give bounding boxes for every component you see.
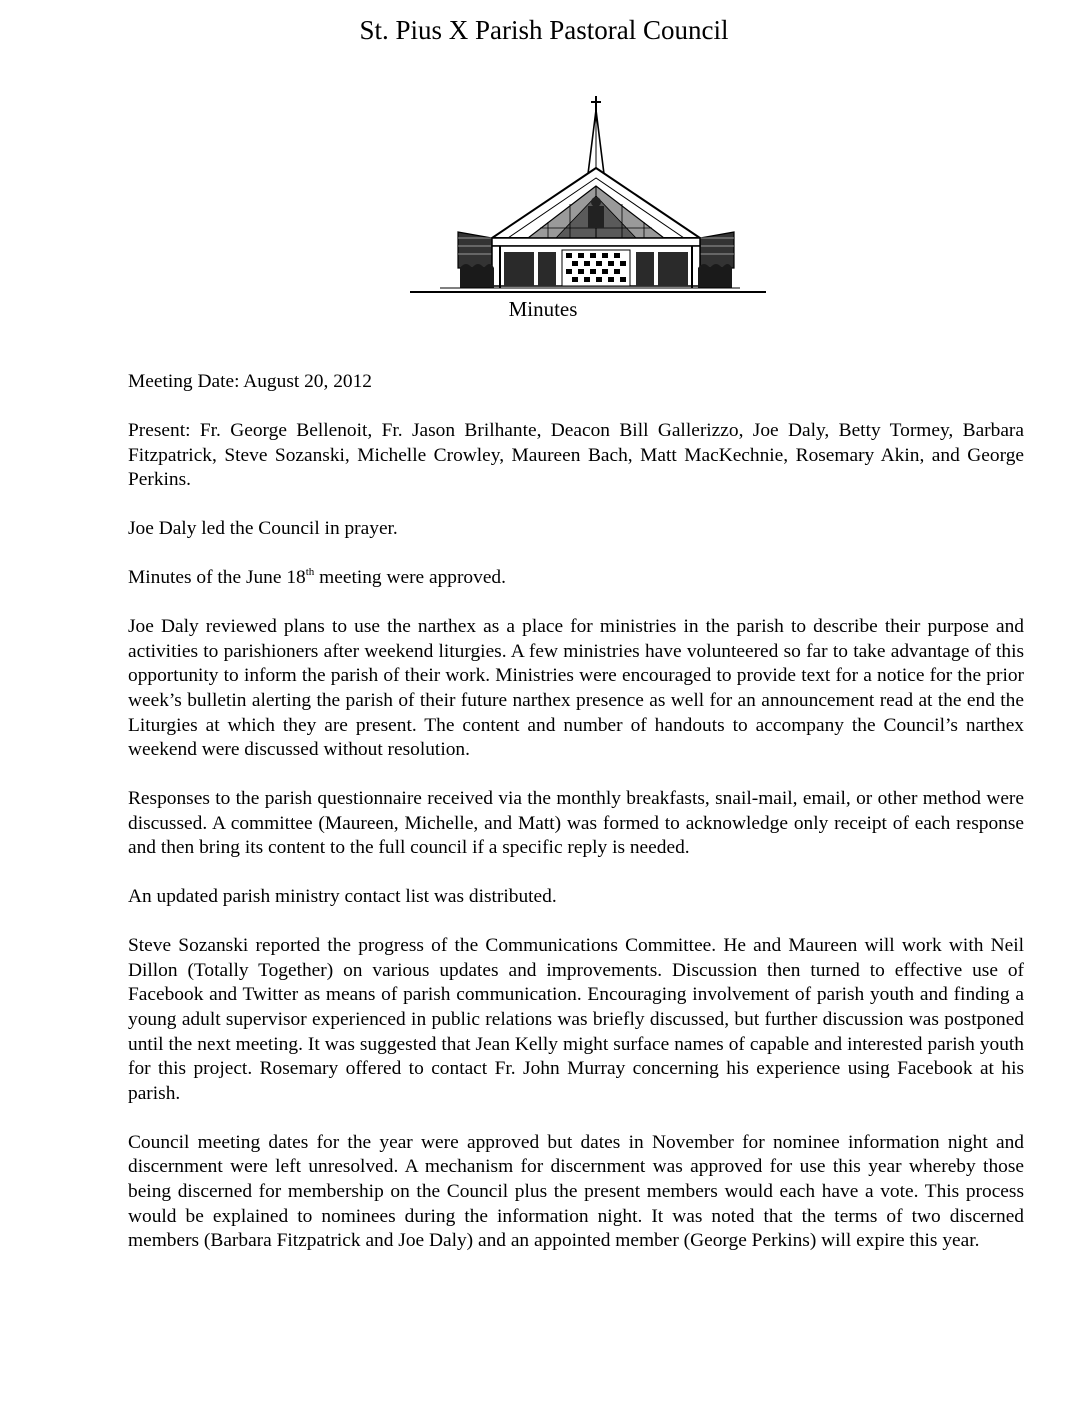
- church-logo: [410, 92, 770, 298]
- minutes-body: [128, 370, 1024, 1278]
- questionnaire-paragraph: Responses to the parish questionnaire received via the monthly breakfasts, snail-mail, email, or other method were discussed. A committee (Maureen, Michelle, and Matt) was formed to acknowledge only receipt of each response and then bring its content to the full council if a specific reply is needed.: [128, 788, 1024, 859]
- meeting-dates-paragraph: Council meeting dates for the year were approved but dates in November for nominee information night and discernment were left unresolved. A mechanism for discernment was approved for use this year whereby those being discerned for membership on the Council plus the present members would each have a vote. This process would be explained to nominees during the information night. It was noted that the terms of two discerned members (Barbara Fitzpatrick and Joe Daly) and an appointed member (George Perkins) will expire this year.: [128, 1131, 1024, 1252]
- attendees-paragraph: Present: Fr. George Bellenoit, Fr. Jason Brilhante, Deacon Bill Gallerizzo, Joe Daly, Betty Tormey, Barbara Fitzpatrick, Steve Sozanski, Michelle Crowley, Maureen Bach, Matt MacKechnie, Rosemary Akin, and George Perkins.: [128, 419, 1024, 491]
- prayer-paragraph: Joe Daly led the Council in prayer.: [128, 518, 398, 540]
- minutes-approval-text-end: meeting were approved.: [314, 567, 506, 589]
- ordinal-suffix: th: [305, 566, 315, 579]
- communications-paragraph: Steve Sozanski reported the progress of the Communications Committee. He and Maureen will work with Neil Dillon (Totally Together) on various updates and improvements. Discussion then turned to effective use of Facebook and Twitter as means of parish communication. Encouraging involvement of parish youth and finding a young adult supervisor experienced in public relations was briefly discussed, but further discussion was postponed until the next meeting. It was suggested that Jean Kelly might surface names of capable and interested parish youth for this project. Rosemary offered to contact Fr. John Murray concerning his experience using Facebook at his parish.: [128, 935, 1024, 1104]
- meeting-date: Meeting Date: August 20, 2012: [128, 371, 372, 392]
- minutes-approval-paragraph: [128, 566, 1024, 591]
- minutes-approval-text: Minutes of the June 18: [128, 567, 306, 589]
- document-title: St. Pius X Parish Pastoral Council: [359, 15, 729, 45]
- narthex-paragraph: Joe Daly reviewed plans to use the narthex as a place for ministries in the parish to describe their purpose and activities to parishioners after weekend liturgies. A few ministries have volunteered so far to take advantage of this opportunity to inform the parish of their work. Ministries were encouraged to provide text for a notice for the prior week’s bulletin alerting the parish of their future narthex presence as well for an announcement read at the end the Liturgies at which they are present. The content and number of handouts to accompany the Council’s narthex weekend were discussed without resolution.: [128, 616, 1024, 761]
- minutes-subtitle: Minutes: [508, 297, 578, 321]
- contact-list-paragraph: An updated parish ministry contact list was distributed.: [128, 886, 557, 908]
